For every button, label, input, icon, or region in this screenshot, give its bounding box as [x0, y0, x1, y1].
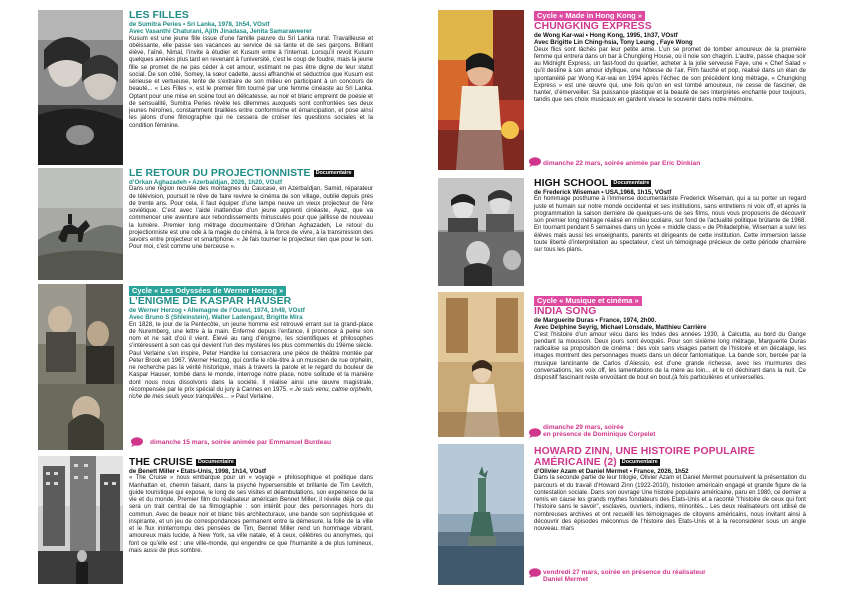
india-song-event [543, 424, 803, 439]
film-credits: de Marguerite Duras • France, 1974, 2h00. [534, 317, 657, 324]
film-description: Dans une région reculée des montagnes du Caucase, en Azerbaïdjan, Samid, réparateur de télévision, poursuit le rêve de faire revivre le cinéma de son village, oublié depuis près de trente ans. Pour cela, il faut équiper d’une lampe neuve un vieux projecteur de l’ère soviétique. C’est avec l’aide inattendue d’un jeune apprenti cinéaste, Ayaz, que va commencer une aventure aux rebondissements minuscules pour que jaillisse de nouveau la lumière. Premier long métrage documentaire d’Orkhan Aghazadeh, Le retour du projectionniste est une ode à la magie du cinéma, à la force de vivre, à la transmission des savoirs entre projecteur et smartphone. « Je fais tourner le projecteur rien que pour le son. Pour moi, c’est comme une berceuse ». [129, 186, 373, 251]
film-title-text: HOWARD ZINN, UNE HISTOIRE POPULAIRE AMÉRICAINE (2) [534, 446, 755, 468]
cycle-label: Cycle « Made in Hong Kong » [534, 11, 645, 21]
event-date: vendredi 27 mars, soirée en présence du réalisateur [543, 569, 706, 576]
film-india-song [534, 296, 806, 382]
film-title: L’ÉNIGME DE KASPAR HAUSER [129, 296, 292, 307]
chungking-express-still [438, 10, 524, 170]
film-cast: Avec Brigitte Lin Ching-hsia, Tony Leung , Faye Wong [534, 39, 693, 47]
film-title-text: LE RETOUR DU PROJECTIONNISTE [129, 168, 311, 179]
film-title [534, 178, 806, 189]
kaspar-event: dimanche 15 mars, soirée animée par Emmanuel Burdeau [150, 439, 332, 446]
high-school-still [438, 178, 524, 286]
film-title-text: THE CRUISE [129, 457, 193, 468]
film-howard-zinn [534, 446, 806, 533]
cycle-banner [534, 11, 806, 21]
film-cast: Avec Delphine Seyrig, Michael Lonsdale, Matthieu Carrière [534, 324, 707, 332]
documentary-badge: Documentaire [621, 459, 658, 465]
documentary-badge: Documentaire [613, 180, 650, 186]
film-description: Deux flics sont lâchés par leur petite amie. L’un se promet de tomber amoureux de la première femme qui entrera dans un bar à Chungking House, où il noie son chagrin. L’autre, passe chaque soir au Midnight Express, un fast-food du quartier, acheter à la jolie serveuse Faye, une « Chef Salad » qu’il destine à son amour idyllique, une hôtesse de l’air. Film fauché et pop, réalisé dans un élan de spontanéité par Wong Kar-wai en 1994 après l’échec de son précédent long métrage, « Chungking Express » est une œuvre qui, une fois qu’on en est tombé amoureux, ne cesse de fasciner, de hanter, d’émerveiller. Sa puissance plastique et la beauté de ses interprètes enchante pour toujours, tandis que ses choix musicaux en gardent vivace le souvenir dans notre mémoire. [534, 46, 806, 104]
speech-bubble-icon [130, 437, 143, 447]
kaspar-hauser-still [38, 284, 123, 450]
film-description: Dans la seconde partie de leur trilogie, Olivier Azam et Daniel Mermet poursuivent la présentation du parcours et du travail d’Howard Zinn (1922-2010), historien américain engagé et grande figure de la contestation sociale. Dans son ouvrage Une histoire populaire américaine, paru en 1980, ce dernier a remis en cause les grands mythes fondateurs des Etats-Unis et a raconté "l’histoire de ceux qui font l’histoire sans le savoir", esclaves, ouvriers, indiens, minorités... Les deux réalisateurs ont utilisé de nombreuses archives et ont recueilli les témoignages de citoyens américains, nous invitant ainsi à découvrir des épisodes méconnus de l’histoire des Etats-Unis et à la reconsidérer sous un angle nouveau. mars [534, 475, 806, 533]
film-description: Kusum est une jeune fille issue d’une famille pauvre du Sri Lanka rural. Travailleuse et obéissante, elle passe ses vacances au service de sa tante et de ses garçons. Brillant élève, l’aîné, Nimal, l’invite à étudier et Kusum entre à l’internat. Lorsqu’il revoit Kusum quelques années plus tard en revenant à l’université, c’est le coup de foudre, mais la jeune fille se promet de ne pas céder à cet amour, estimant ne pas être digne de leur statut social. De son côté, Somey, la sœur cadette, aussi affranchie et séductrice que Kusum est sérieuse et vertueuse, tente de s’extraire de son milieu en participant à un concours de beauté... « Les Filles », est le premier film tourné par une femme cinéaste au Sri Lanka. Optant pour une mise en scène tout en délicatesse, au noir et blanc empreint de poésie et de sensualité, Sumitra Peries révèle les dilemmes auxquels sont confrontées ses deux jeunes héroïnes, constamment tiraillées entre conformisme et émancipation, et pose ainsi les jalons d’une filmographie qui ne cessera de croiser les questions sociales et la condition féminine. [129, 35, 373, 129]
howard-zinn-still [438, 444, 524, 585]
cycle-banner [129, 286, 373, 296]
film-title: CHUNGKING EXPRESS [534, 21, 652, 32]
chungking-event: dimanche 22 mars, soirée animée par Eric Dinkian [543, 160, 701, 167]
film-the-cruise [129, 457, 373, 555]
film-les-filles [129, 10, 373, 130]
event-guest: en présence de Dominique Corpelet [543, 431, 656, 439]
film-credits: de Sumitra Peries • Sri Lanka, 1978, 1h54, VOstf [129, 21, 270, 28]
film-description: C’est l’histoire d’un amour vécu dans les Indes des années 1930, à Calcutta, au bord du Gange pendant la mousson. Deux jours sont évoqués. Pour son sixième long métrage, Marguerite Duras radicalise sa proposition de cinéma : des voix sans visages parlent de l’histoire et en décalage, les images montrent des personnages muets dans un décor fantomatique. La bande son, bercée par la musique lancinante de Carlos d’Alessio, est d’une grande richesse, avec les murmures des conversations, les voix off, les lamentations de la mère au loin... et le cri déchirant dans la nuit. Ce dispositif fascinant reste envoûtant de bout en bout.(à fois particulières et universelles. [534, 331, 806, 382]
film-credits: de Wong Kar-wai • Hong Kong, 1995, 1h37, VOstf [534, 32, 678, 39]
cycle-banner [534, 296, 806, 306]
film-title: LES FILLES [129, 10, 189, 21]
documentary-badge: Documentaire [315, 170, 352, 176]
speech-bubble-icon [528, 568, 541, 578]
film-retour-projectionniste [129, 168, 373, 252]
film-cast: Avec Vasanthi Chaturani, Ajith Jinadasa, Jenita Samaraweerer [129, 28, 312, 36]
film-credits: de Benett Miller • Etats-Unis, 1998, 1h14, VOstf [129, 468, 266, 475]
film-description: En hommage posthume à l’immense documentariste Frederick Wiseman, qui a su porter un regard juste et humain sur notre monde occidental et ses institutions, sans entretiens ni voix off, et après la programmation la saison dernière de quelques-uns de ses films, nous vous proposons de découvrir son premier long métrage réalisé en milieu scolaire, sur fond de l’actualité politique brûlante de 1968. En tournant pendant 5 semaines dans un lycée « middle class » de Philadelphie, Wiseman a suivi les élèves mais aussi les enseignants, parents et dirigeants de cette institution. Cette immersion laisse toute liberté d’interprétation au spectateur, c’est un témoignage précieux de cette période charnière sur tous les plans. [534, 196, 806, 254]
description-text: En 1828, le jour de la Pentecôte, un jeune homme est retrouvé errant sur la grand-place de Nuremberg, une lettre à la main. Enfermé depuis l’enfance, il prononce à peine son nom et ne sait d’où il vient. Élevé au rang d’énigme, les scientifiques et philosophes s’intéressent à son cas qui devient l’un des mystères les plus commentés du 19ème siècle. Paul Verlaine s’en inspire, Peter Handke lui consacrera une pièce de théâtre montée par Peter Brook en 1967. Werner Herzog, qui confie le rôle-titre à un musicien de rue orphelin, ne recherche pas la vérité historique, mais à travers la parole et le regard du bouleur de Kaspar Hauser, tombé dans le monde, interroge notre place, notre solitude et la manière dont nous nous dissolvons dans la société. Il réalise ainsi une œuvre magistrale, récompensée par le prix spécial du jury à Cannes en 1975. [129, 321, 373, 393]
film-kaspar-hauser [129, 286, 373, 401]
film-title [129, 457, 373, 468]
film-credits: d’Olivier Azam et Daniel Mermet • France, 2026, 1h52 [534, 468, 689, 475]
film-title [129, 168, 373, 179]
howard-zinn-event [543, 569, 803, 584]
verlaine-quote: « Je suis venu, calme orphelin, riche de mes seuls yeux tranquilles… » [129, 386, 373, 401]
event-guest: Daniel Mermet [543, 576, 589, 584]
cycle-label: Cycle « Les Odyssées de Werner Herzog » [129, 286, 286, 296]
india-song-still [438, 292, 524, 437]
retour-projectionniste-still [38, 168, 123, 280]
film-title: INDIA SONG [534, 306, 597, 317]
event-date: dimanche 29 mars, soirée [543, 424, 624, 431]
documentary-badge: Documentaire [197, 459, 234, 465]
les-filles-still [38, 10, 123, 165]
film-cast: Avec Bruno S (Shleinstein), Walter Ladengast, Brigitte Mira [129, 314, 303, 322]
film-credits: de Werner Herzog • Allemagne de l’Ouest, 1974, 1h49, VOstf [129, 307, 305, 314]
film-credits: de Frederick Wiseman • USA,1968, 1h15, VOstf [534, 189, 672, 196]
speech-bubble-icon [528, 428, 541, 438]
speech-bubble-icon [528, 157, 541, 167]
film-description: « The Cruise » nous embarque pour un « voyage » philosophique et poétique dans Manhattan et, chemin faisant, dans la psyché hypersensible et brillante de Tim Levitch, guide touristique qui expose, le long de ses visites et déambulations, son expérience de la vie et du monde. Premier film du réalisateur américain Bennet Miller, il révèle déjà ce qui sera un trait central de sa filmographie : son intérêt pour des personnages hors du commun. Avec de beaux noir et blanc très architecturaux, une bande son sophistiquée et inspirante, et un jeu de correspondances permanent entre la démesure, la folie de la ville et le flux ininterrompu des pensées de Tim, Bennet Miller rend un hommage vibrant, amoureux mais lucide, à New York, sa ville natale, et à ceux, célèbres ou anonymes, qui font ce qu’elle est : une ville-monde, qui engendre ce que l’humanité a de plus lumineux, mais aussi de plus sombre. [129, 475, 373, 554]
film-chungking-express [534, 11, 806, 105]
film-title-text: HIGH SCHOOL [534, 178, 609, 189]
quote-author: Paul Verlaine. [234, 394, 274, 401]
cycle-label: Cycle « Musique et cinéma » [534, 296, 642, 306]
the-cruise-still [38, 456, 123, 584]
film-title [534, 446, 806, 468]
film-high-school [534, 178, 806, 254]
film-credits: d’Orkan Aghazadeh • Azerbaïdjan, 2026, 1h20, VOstf [129, 179, 283, 186]
film-description [129, 322, 373, 402]
